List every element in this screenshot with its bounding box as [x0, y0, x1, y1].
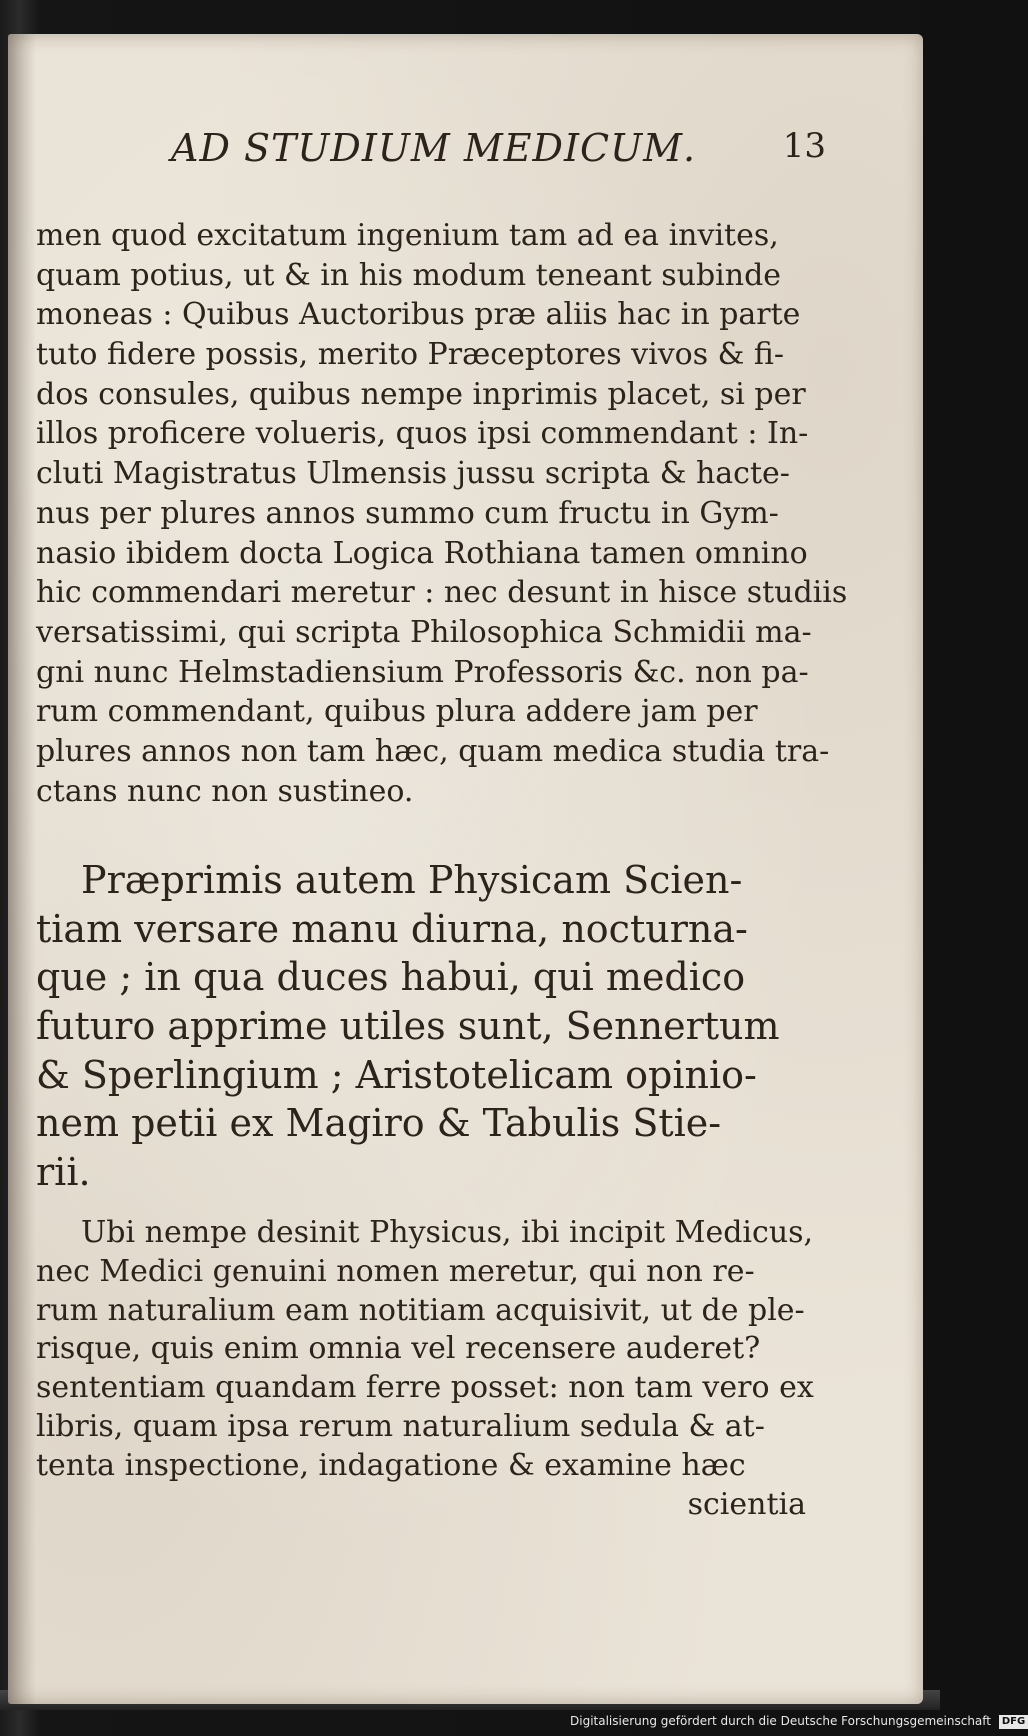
text-line: rii.	[36, 1150, 91, 1195]
text-line: sententiam quandam ferre posset: non tam vero ex	[36, 1370, 814, 1406]
text-line: tenta inspectione, indagatione & examine hæc	[36, 1447, 746, 1483]
text-line: rum naturalium eam notitiam acquisivit, ut de ple-	[36, 1292, 805, 1328]
catchword: scientia	[687, 1486, 806, 1522]
text-line: men quod excitatum ingenium tam ad ea invites,	[36, 218, 779, 253]
credit-text: Digitalisierung gefördert durch die Deutsche Forschungsgemeinschaft	[570, 1714, 992, 1728]
spine-shadow	[8, 34, 36, 1704]
text-line: illos proficere volueris, quos ipsi commendant : In-	[36, 416, 809, 452]
text-line: versatissimi, qui scripta Philosophica Schmidii ma-	[36, 614, 812, 650]
paragraph-1	[36, 216, 848, 811]
text-line: nec Medici genuini nomen meretur, qui non re-	[36, 1253, 755, 1289]
text-line: nem petii ex Magiro & Tabulis Stie-	[36, 1101, 722, 1146]
text-line: libris, quam ipsa rerum naturalium sedula & at-	[36, 1408, 765, 1444]
page-number: 13	[782, 126, 826, 166]
text-line: Ubi nempe desinit Physicus, ibi incipit Medicus,	[81, 1215, 814, 1250]
text-line: plures annos non tam hæc, quam medica studia tra-	[36, 733, 830, 769]
paragraph-3	[36, 1214, 816, 1524]
paragraph-2	[36, 856, 816, 1197]
text-line: moneas : Quibus Auctoribus præ aliis hac in parte	[36, 297, 801, 333]
text-line: tiam versare manu diurna, nocturna-	[36, 906, 748, 951]
book-page	[8, 34, 923, 1704]
text-line: futuro apprime utiles sunt, Sennertum	[36, 1004, 780, 1049]
text-line: tuto fidere possis, merito Præceptores vivos & fi-	[36, 337, 785, 373]
text-line: dos consules, quibus nempe inprimis placet, si per	[36, 376, 806, 412]
text-line: & Sperlingium ; Aristotelicam opinio-	[36, 1052, 757, 1097]
text-line: quam potius, ut & in his modum teneant subinde	[36, 257, 782, 293]
text-line: risque, quis enim omnia vel recensere auderet?	[36, 1331, 761, 1367]
text-line: cluti Magistratus Ulmensis jussu scripta & hacte-	[36, 456, 790, 492]
text-line: nasio ibidem docta Logica Rothiana tamen omnino	[36, 535, 808, 571]
text-line: nus per plures annos summo cum fructu in Gym-	[36, 495, 779, 531]
text-line: ctans nunc non sustineo.	[36, 773, 414, 809]
running-head-title: AD STUDIUM MEDICUM.	[171, 126, 697, 170]
text-line: que ; in qua duces habui, qui medico	[36, 955, 746, 1000]
text-line: Præprimis autem Physicam Scien-	[81, 858, 743, 902]
digitization-credit	[570, 1714, 1028, 1729]
text-line: gni nunc Helmstadiensium Professoris &c. non pa-	[36, 654, 809, 690]
running-head	[36, 126, 836, 186]
dfg-logo: DFG	[999, 1715, 1028, 1729]
text-line: rum commendant, quibus plura addere jam per	[36, 694, 758, 730]
text-line: hic commendari meretur : nec desunt in hisce studiis	[36, 575, 848, 611]
